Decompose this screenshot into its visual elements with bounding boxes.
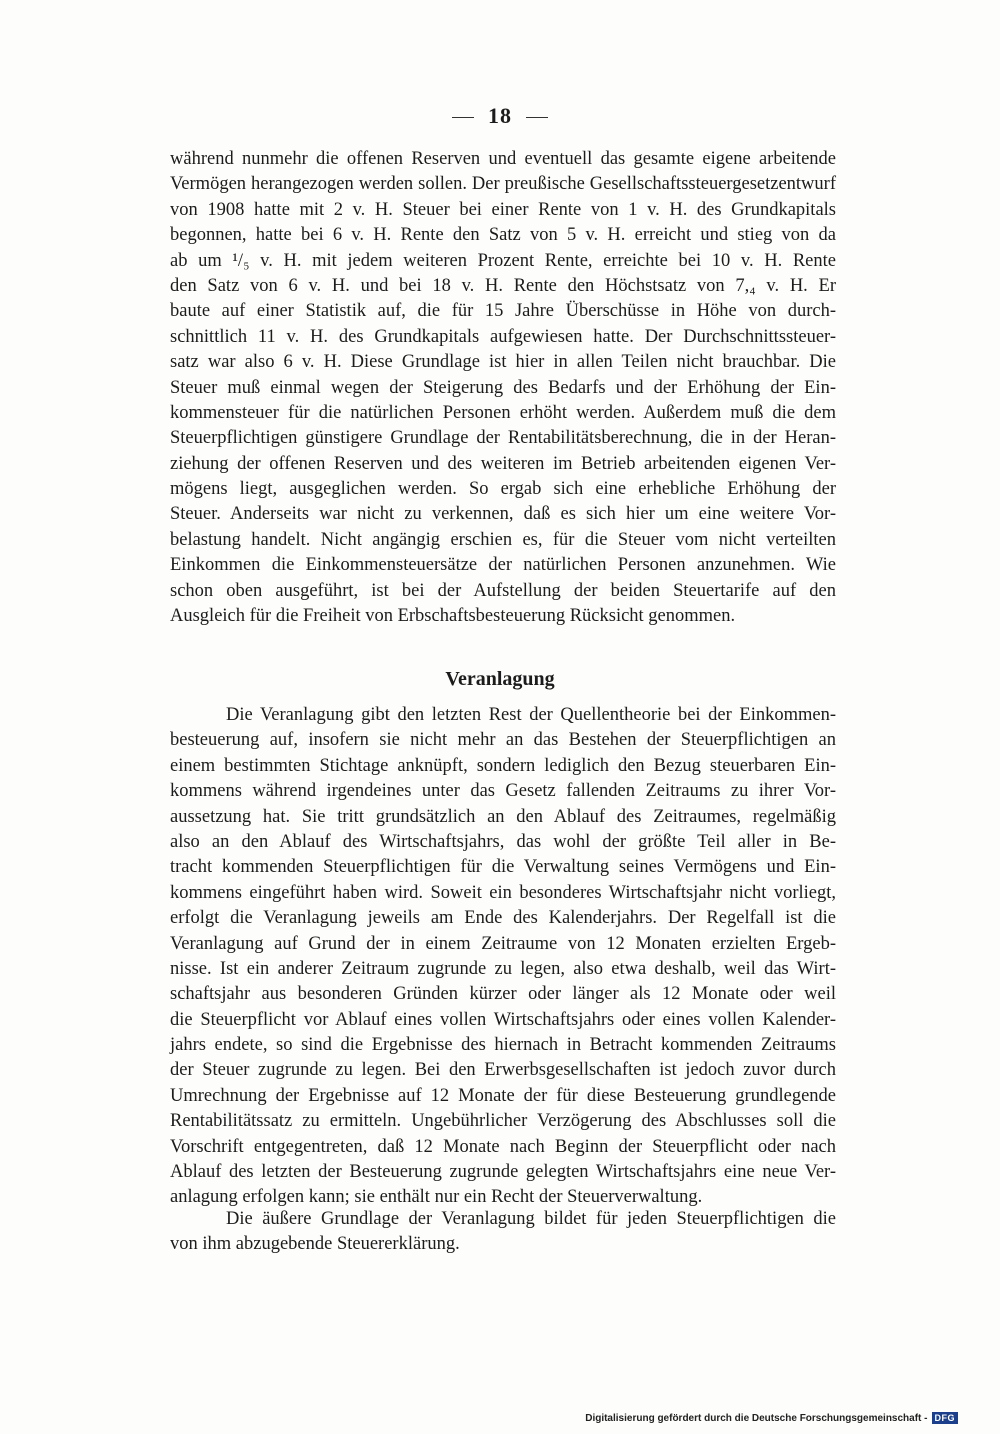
paragraph-line: kommens eingeführt haben wird. Soweit ein besonderes Wirtschaftsjahr nicht vorliegt,	[170, 882, 836, 903]
paragraph-line: satz war also 6 v. H. Diese Grundlage ist hier in allen Teilen nicht brauchbar. Die	[170, 352, 836, 373]
paragraph-line: schaftsjahr aus besonderen Gründen kürzer oder länger als 12 Monate oder weil	[170, 984, 836, 1005]
paragraph-line: von ihm abzugebende Steuererklärung.	[170, 1234, 460, 1255]
paragraph-line: den Satz von 6 v. H. und bei 18 v. H. Rente den Höchstsatz von 7,₄ v. H. Er	[170, 275, 836, 296]
paragraph-line: Vermögen herangezogen werden sollen. Der preußische Gesellschaftssteuergesetzentwurf	[170, 174, 836, 195]
paragraph-line: Ausgleich für die Freiheit von Erbschaftsbesteuerung Rücksicht genommen.	[170, 606, 736, 627]
paragraph-line: schnittlich 11 v. H. des Grundkapitals aufgewiesen hatte. Der Durchschnittssteuer-	[170, 326, 836, 347]
paragraph-line: begonnen, hatte bei 6 v. H. Rente den Satz von 5 v. H. erreicht und stieg von da	[170, 225, 836, 246]
paragraph-line: ab um ¹/₅ v. H. mit jedem weiteren Prozent Rente, erreichte bei 10 v. H. Rente	[170, 250, 836, 271]
paragraph-3	[170, 1207, 836, 1258]
paragraph-line: ziehung der offenen Reserven und des weiteren im Betrieb arbeitenden eigenen Ver-	[170, 453, 836, 474]
paragraph-line: nisse. Ist ein anderer Zeitraum zugrunde zu legen, also etwa deshalb, weil das Wirt-	[170, 958, 836, 979]
digitization-footer	[585, 1412, 958, 1424]
dfg-logo-icon: DFG	[932, 1412, 959, 1424]
paragraph-line: also an den Ablauf des Wirtschaftsjahrs, das wohl der größte Teil aller in Be-	[170, 831, 836, 852]
paragraph-line: baute auf einer Statistik auf, die für 15 Jahre Überschüsse in Höhe von durch-	[170, 301, 836, 322]
paragraph-line: Ablauf des letzten der Besteuerung zugrunde gelegten Wirtschaftsjahrs eine neue Ver-	[170, 1162, 836, 1183]
page-number	[0, 103, 1000, 129]
paragraph-2	[170, 703, 836, 1211]
paragraph-line: kommens während irgendeines unter das Gesetz fallenden Zeitraums zu ihrer Vor-	[170, 781, 836, 802]
paragraph-line: Einkommen die Einkommensteuersätze der natürlichen Personen anzunehmen. Wie	[170, 555, 836, 576]
paragraph-line: schon oben ausgeführt, ist bei der Aufstellung der beiden Steuertarife auf den	[170, 580, 836, 601]
paragraph-line: mögens liegt, ausgeglichen werden. So ergab sich eine erhebliche Erhöhung der	[170, 479, 836, 500]
paragraph-line: Rentabilitätssatz zu ermitteln. Ungebührlicher Verzögerung des Abschlusses soll die	[170, 1111, 836, 1132]
paragraph-line: kommensteuer für die natürlichen Personen erhöht werden. Außerdem muß die dem	[170, 402, 836, 423]
paragraph-line: die Steuerpflicht vor Ablauf eines vollen Wirtschaftsjahrs oder eines vollen Kalender-	[170, 1009, 836, 1030]
footer-text: Digitalisierung gefördert durch die Deutsche Forschungsgemeinschaft -	[585, 1412, 928, 1424]
paragraph-line: Umrechnung der Ergebnisse auf 12 Monate der für diese Besteuerung grundlegende	[170, 1085, 836, 1106]
paragraph-line: Steuer muß einmal wegen der Steigerung des Bedarfs und der Erhöhung der Ein-	[170, 377, 836, 398]
paragraph-line: einem bestimmten Stichtage anknüpft, sondern lediglich den Bezug steuerbaren Ein-	[170, 755, 836, 776]
paragraph-line: anlagung erfolgen kann; sie enthält nur ein Recht der Steuerverwaltung.	[170, 1187, 703, 1208]
paragraph-line: Steuer. Anderseits war nicht zu verkennen, daß es sich hier um eine weitere Vor-	[170, 504, 836, 525]
paragraph-line: von 1908 hatte mit 2 v. H. Steuer bei einer Rente von 1 v. H. des Grundkapitals	[170, 199, 836, 220]
paragraph-line: belastung handelt. Nicht angängig erschien es, für die Steuer vom nicht verteilten	[170, 529, 836, 550]
paragraph-line: Vorschrift entgegentreten, daß 12 Monate nach Beginn der Steuerpflicht oder nach	[170, 1136, 836, 1157]
paragraph-line: der Steuer zugrunde zu legen. Bei den Erwerbsgesellschaften ist jedoch zuvor durch	[170, 1060, 836, 1081]
page-number-text: 18	[488, 103, 512, 128]
paragraph-line: erfolgt die Veranlagung jeweils am Ende des Kalenderjahrs. Der Regelfall ist die	[170, 908, 836, 929]
paragraph-1	[170, 147, 836, 629]
page-number-dash-right	[526, 117, 548, 118]
paragraph-line: Steuerpflichtigen günstigere Grundlage der Rentabilitätsberechnung, die in der Heran-	[170, 428, 836, 449]
paragraph-line: während nunmehr die offenen Reserven und eventuell das gesamte eigene arbeitende	[170, 149, 836, 169]
paragraph-line: Veranlagung auf Grund der in einem Zeitraume von 12 Monaten erzielten Ergeb-	[170, 933, 836, 954]
page-number-dash-left	[452, 117, 474, 118]
paragraph-line: Die Veranlagung gibt den letzten Rest der Quellentheorie bei der Einkommen-	[226, 705, 836, 725]
paragraph-line: besteuerung auf, insofern sie nicht mehr an das Bestehen der Steuerpflichtigen an	[170, 730, 836, 751]
paragraph-line: jahrs endete, so sind die Ergebnisse des hiernach in Betracht kommenden Zeitraums	[170, 1035, 836, 1056]
paragraph-line: Die äußere Grundlage der Veranlagung bildet für jeden Steuerpflichtigen die	[226, 1209, 836, 1229]
paragraph-line: aussetzung hat. Sie tritt grundsätzlich an den Ablauf des Zeitraumes, regelmäßig	[170, 806, 836, 827]
paragraph-line: tracht kommenden Steuerpflichtigen für die Verwaltung seines Vermögens und Ein-	[170, 857, 836, 878]
section-heading: Veranlagung	[445, 668, 555, 690]
